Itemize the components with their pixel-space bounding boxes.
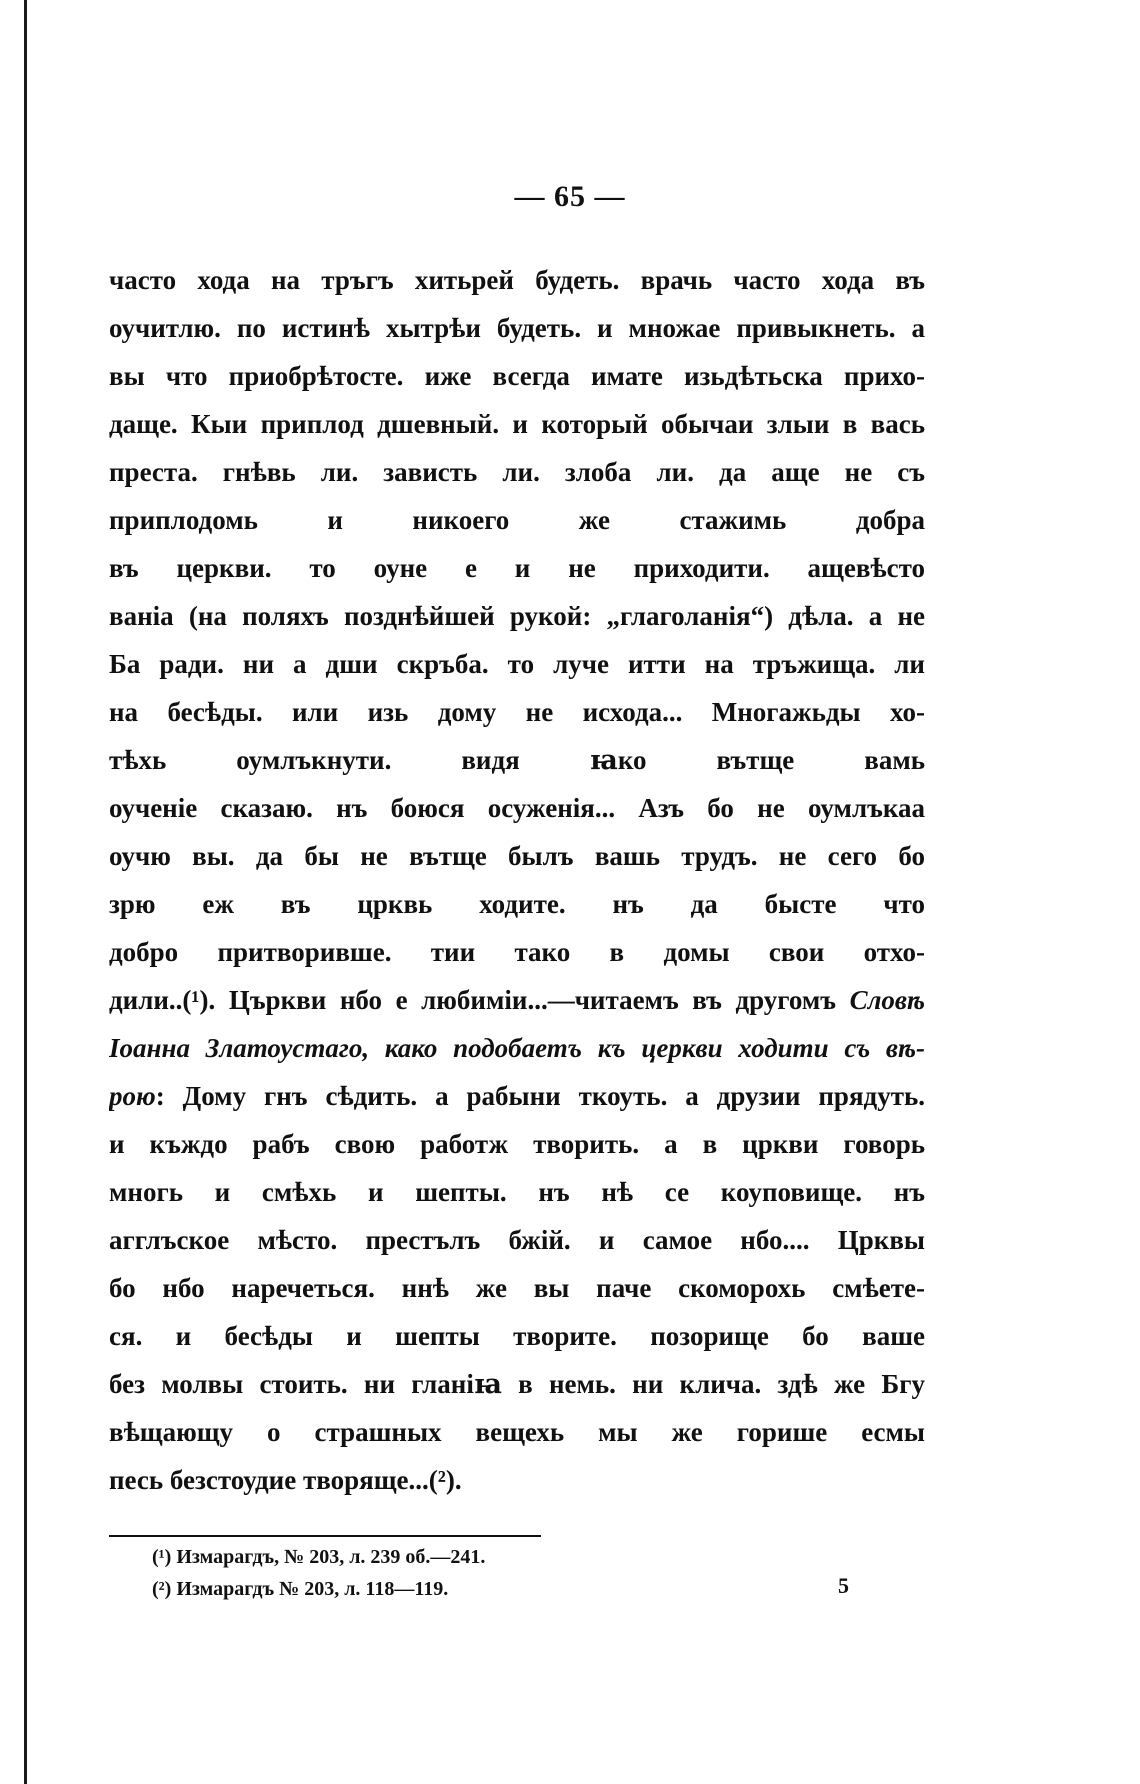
text-line: ваніа (на поляхъ позднѣйшей рукой: „глаголанія“) дѣла. а не [109, 601, 925, 631]
text-line: ся. и бесѣды и шепты творите. позорище бо ваше [109, 1321, 925, 1351]
text-line-segment: : Дому гнъ сѣдить. а рабыни ткоуть. а друзии прядуть. [155, 1081, 925, 1111]
text-line: и къждо рабъ свою работж творить. а в цркви говорь [109, 1129, 925, 1159]
text-line: бо нбо наречеться. ннѣ же вы паче скоморохь смѣете- [109, 1273, 925, 1303]
footnote: (¹) Измарагдъ, № 203, л. 239 об.—241. [152, 1546, 486, 1568]
text-line: вы что приобрѣтосте. иже всегда имате изьдѣтьска прихо- [109, 361, 925, 391]
italic-title-line: Іоанна Златоустаго, како подобаетъ къ церкви ходити съ вѣ- [109, 1033, 925, 1063]
signature-mark: 5 [838, 1573, 849, 1598]
text-line: зрю еж въ црквь ходите. нъ да бысте что [109, 889, 925, 919]
body-text [109, 256, 925, 1504]
text-line: песь безстоудие творяще...(²). [109, 1465, 462, 1495]
italic-title: Словѣ [849, 985, 925, 1015]
text-line-segment: дили..(¹). Църкви нбо е любиміи...—читаемъ въ другомъ [109, 985, 850, 1015]
text-line [109, 1072, 925, 1120]
text-line [109, 976, 925, 1024]
text-line: на бесѣды. или изь дому не исхода... Многажьды хо- [109, 697, 925, 727]
text-line: преста. гнѣвь ли. зависть ли. злоба ли. да аще не съ [109, 457, 925, 487]
text-line: без молвы стоить. ни гланіꙗ в немь. ни клича. здѣ же Бгу [109, 1369, 925, 1399]
footnotes [152, 1541, 485, 1605]
text-line: въ церкви. то оуне е и не приходити. ащевѣсто [109, 553, 925, 583]
footnote: (²) Измарагдъ № 203, л. 118—119. [152, 1578, 449, 1600]
text-line: даще. Кыи приплод дшевный. и который обычаи злыи в вась [109, 409, 925, 439]
text-line: оучю вы. да бы не вътще былъ вашь трудъ. не сего бо [109, 841, 925, 871]
text-line: приплодомь и никоего же стажимь добра [109, 505, 925, 535]
footnote-divider [109, 1535, 541, 1537]
italic-title: рою [109, 1081, 156, 1111]
text-line: Ба ради. ни а дши скръба. то луче итти на тръжища. ли [109, 649, 925, 679]
text-line: добро притворивше. тии тако в домы свои отхо- [109, 937, 925, 967]
text-line: тѣхь оумлъкнути. видя ꙗко вътще вамь [109, 745, 925, 775]
page-number: — 65 — [514, 180, 626, 213]
text-line: агглъское мѣсто. престълъ бжій. и самое нбо.... Црквы [109, 1225, 925, 1255]
text-line: оучитлю. по истинѣ хытрѣи будеть. и множае привыкнеть. а [109, 313, 925, 343]
text-line: оученіе сказаю. нъ боюся осуженія... Азъ бо не оумлъкаа [109, 793, 925, 823]
text-line: вѣщающу о страшных вещехь мы же горише есмы [109, 1417, 925, 1447]
text-line: многь и смѣхь и шепты. нъ нѣ се коуповище. нъ [109, 1177, 925, 1207]
scan-edge-line [24, 0, 27, 1784]
text-line: часто хода на тръгъ хитьрей будеть. врачь часто хода въ [109, 265, 925, 295]
